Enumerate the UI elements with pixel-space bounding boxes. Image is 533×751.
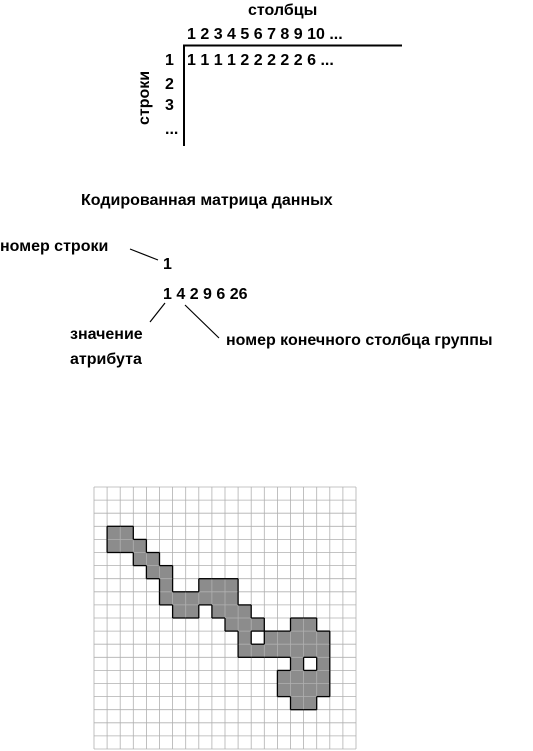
filled-cell [238,605,251,618]
filled-cell [160,592,173,605]
filled-cell [304,697,317,710]
filled-cell [291,618,304,631]
filled-cell [120,539,133,552]
filled-cell [107,539,120,552]
filled-cell [173,605,186,618]
filled-cell [238,631,251,644]
filled-cell [264,644,277,657]
filled-cell [291,631,304,644]
filled-cell [238,644,251,657]
filled-cell [107,526,120,539]
filled-cell [317,684,330,697]
filled-cell [212,592,225,605]
filled-cell [160,579,173,592]
filled-cell [212,579,225,592]
filled-cell [251,618,264,631]
filled-cell [146,566,159,579]
row-label-1: 1 [165,52,174,69]
filled-cell [277,644,290,657]
filled-cell [186,592,199,605]
attribute-label-line1: значение [70,326,143,343]
code-sequence: 1 4 2 9 6 26 [163,286,248,303]
filled-cell [212,605,225,618]
filled-cell [264,631,277,644]
filled-cell [238,618,251,631]
filled-cell [304,618,317,631]
filled-cell [291,644,304,657]
filled-cell [291,670,304,683]
filled-cell [304,644,317,657]
filled-cell [146,553,159,566]
filled-cell [317,644,330,657]
filled-cell [291,697,304,710]
filled-cell [133,553,146,566]
column-header: 1 2 3 4 5 6 7 8 9 10 ... [187,26,343,43]
filled-cell [225,592,238,605]
row-label-3: 3 [165,97,174,114]
filled-cell [225,579,238,592]
filled-cell [277,684,290,697]
filled-cell [186,605,199,618]
filled-cell [304,684,317,697]
filled-cell [199,592,212,605]
row-label-2: 2 [165,76,174,93]
row-number-label: номер строки [0,238,109,255]
filled-cell [251,644,264,657]
row-number-value: 1 [163,256,172,273]
first-row-values: 1 1 1 1 2 2 2 2 2 6 ... [187,52,334,69]
encoded-title: Кодированная матрица данных [81,192,333,209]
rows-title: строки [136,70,153,125]
filled-cell [317,670,330,683]
filled-cell [317,631,330,644]
end-column-label: номер конечного столбца группы [226,332,493,349]
filled-cell [225,605,238,618]
attribute-label-line2: атрибута [70,351,142,368]
filled-cell [304,670,317,683]
row-label-ellipsis: ... [165,121,179,138]
filled-cell [277,631,290,644]
filled-cell [120,526,133,539]
filled-cell [277,670,290,683]
filled-cell [304,631,317,644]
filled-cell [173,592,186,605]
columns-title: столбцы [248,2,318,19]
filled-cell [317,657,330,670]
filled-cell [160,566,173,579]
filled-cell [199,579,212,592]
filled-cell [291,684,304,697]
filled-cell [133,539,146,552]
filled-cell [225,618,238,631]
filled-cell [291,657,304,670]
